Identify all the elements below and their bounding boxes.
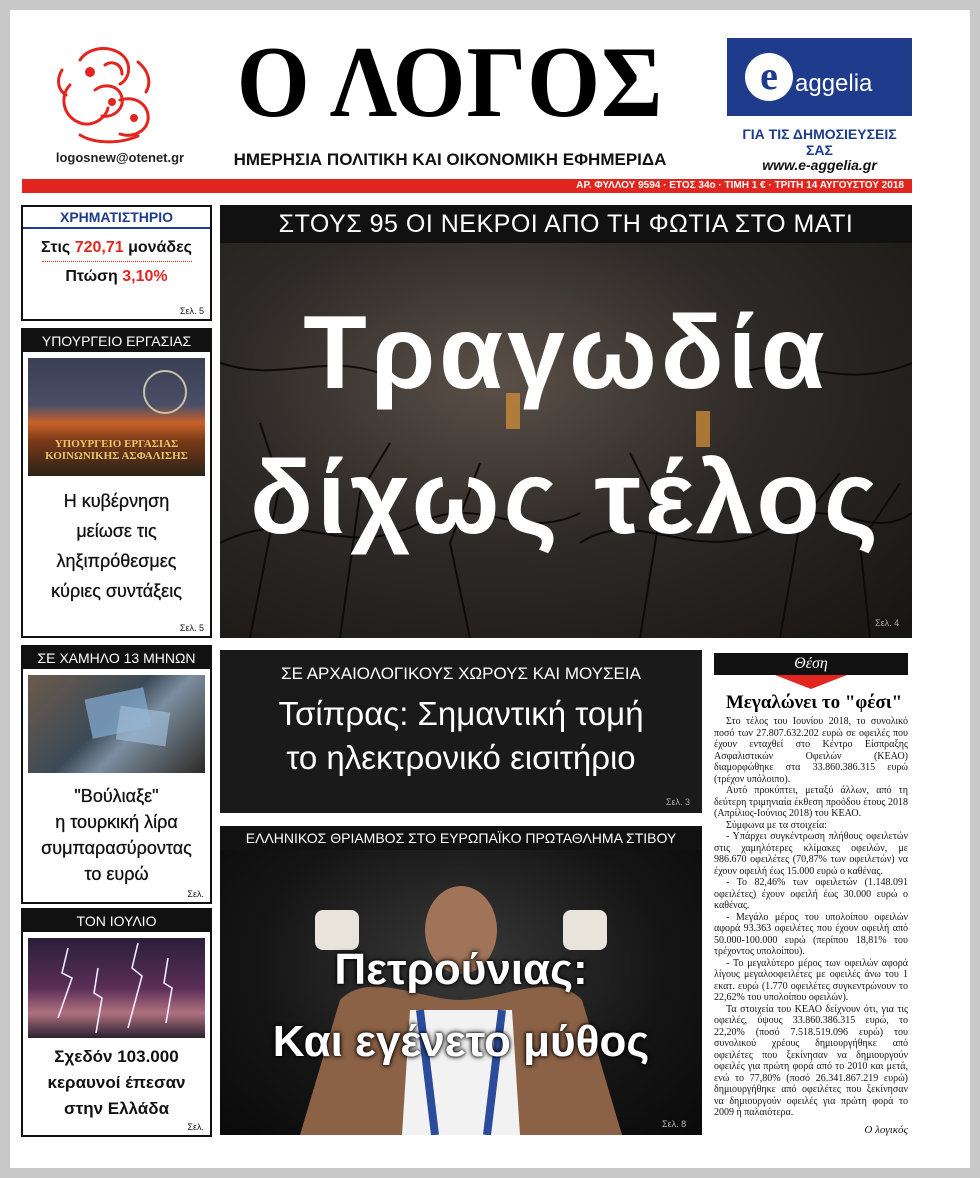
editorial-header: Θέση — [714, 653, 908, 675]
lightning-headline-line-2: κεραυνοί έπεσαν — [47, 1073, 186, 1092]
labor-headline-line-2: μείωσε τις — [76, 521, 157, 541]
stock-drop-value: 3,10% — [122, 268, 168, 285]
ministry-sign-line-2: ΚΟΙΝΩΝΙΚΗΣ ΑΣΦΑΛΙΣΗΣ — [45, 450, 188, 462]
e-aggelia-logo-icon: e — [745, 53, 793, 101]
main-page-ref: Σελ. 4 — [875, 618, 900, 628]
labor-ministry-header: ΥΠΟΥΡΓΕΙΟ ΕΡΓΑΣΙΑΣ — [23, 330, 210, 352]
labor-headline-line-1: Η κυβέρνηση — [63, 491, 170, 511]
main-headline-line-1[interactable]: Τραγωδία — [303, 295, 829, 411]
stock-index-value: 720,71 — [74, 239, 124, 256]
issue-info-bar — [22, 179, 912, 193]
stock-page-ref: Σελ. 5 — [179, 306, 204, 316]
labor-ministry-headline — [23, 476, 210, 606]
stock-index-line — [23, 229, 210, 257]
labor-page-ref: Σελ. 5 — [179, 623, 204, 633]
lira-headline-line-2: η τουρκική λίρα — [55, 812, 178, 832]
editorial-paragraph: Αυτό προκύπτει, μεταξύ άλλων, από τη δεύτερη τριμηνιαία έκθεση προόδου έτους 2018 (Απρίλιος-Ιούνιος 2018) του ΚΕΑΟ. — [714, 785, 908, 819]
editorial-signature: Ο λογικός — [864, 1124, 908, 1136]
newspaper-title: Ο ΛΟΓΟΣ — [236, 26, 664, 139]
sport-story-kicker[interactable]: ΕΛΛΗΝΙΚΟΣ ΘΡΙΑΜΒΟΣ ΣΤΟ ΕΥΡΩΠΑΪΚΟ ΠΡΩΤΑΘΛΗΜΑ ΣΤΙΒΟΥ — [220, 826, 702, 850]
stock-market-header: ΧΡΗΜΑΤΙΣΤΗΡΙΟ — [23, 207, 210, 229]
ministry-sign-line-1: ΥΠΟΥΡΓΕΙΟ ΕΡΓΑΣΙΑΣ — [54, 438, 179, 450]
editorial-paragraph: - Υπάρχει συγκέντρωση πλήθους οφειλετών στις χαμηλότερες κλίμακες οφειλών, με 986.670 οφειλέτες (70,87% των οφειλετών) να έχουν οφειλή έως 15.000 ευρώ ο καθένας. — [714, 831, 908, 877]
stock-drop-line — [23, 262, 210, 286]
sport-page-ref: Σελ. 8 — [662, 1119, 687, 1129]
turkish-lira-photo — [28, 675, 205, 773]
lightning-photo — [28, 938, 205, 1038]
tsipras-headline — [220, 692, 702, 780]
ministry-sign — [28, 438, 205, 462]
stock-index-suffix: μονάδες — [123, 239, 192, 256]
sport-headline-line-2[interactable]: Και εγένετο μύθος — [272, 1017, 650, 1066]
editorial-paragraph: Τα στοιχεία του ΚΕΑΟ δείχνουν ότι, για τις οφειλές, ύψους 33.860.386.315 ευρώ, το 22,20% (ποσό 7.518.519.096 ευρώ) του συνολικού χρέους δημιουργήθηκε από οφειλέτες που ξεκίνησαν να δημιουργούν οφειλές για πρώτη φορά από το 2010 και μετά, ενώ το 77,80% (ποσό 26.341.867.219 ευρώ) δημιουργήθηκε από οφειλέτες που ξεκίνησαν να δημιουργούν οφειλές για πρώτη φορά το 2009 ή παλαιότερα. — [714, 1003, 908, 1118]
stock-market-box[interactable] — [21, 205, 212, 321]
lira-page-ref: Σελ. — [187, 889, 204, 899]
lira-headline-line-3: συμπαρασύροντας — [41, 838, 192, 858]
labor-headline-line-3: ληξιπρόθεσμες — [56, 551, 177, 571]
e-aggelia-logo-word: aggelia — [795, 70, 873, 97]
raised-fist-right — [563, 910, 607, 950]
newspaper-front-page — [10, 10, 970, 1168]
lira-headline-line-1: "Βούλιαξε" — [74, 786, 159, 806]
ad-url[interactable]: www.e-aggelia.gr — [762, 157, 877, 173]
editorial-arrow-icon — [775, 675, 847, 689]
turkish-lira-header: ΣΕ ΧΑΜΗΛΟ 13 ΜΗΝΩΝ — [23, 647, 210, 669]
stock-drop-prefix: Πτώση — [65, 268, 123, 285]
masthead-logo-figures — [50, 40, 165, 150]
masthead-email[interactable]: logosnew@otenet.gr — [55, 150, 185, 165]
ad-tagline: ΓΙΑ ΤΙΣ ΔΗΜΟΣΙΕΥΣΕΙΣ ΣΑΣ — [742, 126, 897, 158]
lightning-headline-line-1: Σχεδόν 103.000 — [54, 1047, 179, 1066]
editorial-body — [714, 716, 908, 1126]
tsipras-story-box[interactable] — [220, 650, 702, 813]
tsipras-headline-line-1: Τσίπρας: Σημαντική τομή — [278, 695, 644, 732]
newspaper-subtitle: ΗΜΕΡΗΣΙΑ ΠΟΛΙΤΙΚΗ ΚΑΙ ΟΙΚΟΝΟΜΙΚΗ ΕΦΗΜΕΡΙΔΑ — [233, 150, 667, 169]
lightning-header: ΤΟΝ ΙΟΥΛΙΟ — [23, 910, 210, 932]
lightning-headline-line-3: στην Ελλάδα — [63, 1099, 170, 1118]
editorial-paragraph: Σύμφωνα με τα στοιχεία: — [726, 819, 828, 831]
editorial-paragraph: Στο τέλος του Ιουνίου 2018, το συνολικό ποσό των 27.807.632.202 ευρώ σε οφειλές που έχουν ενταχθεί στο Κέντρο Είσπραξης Ασφαλιστικών Οφειλών (ΚΕΑΟ) διαμορφώθηκε στα 33.860.386.315 ευρώ (τρέχον υπόλοιπο). — [714, 716, 908, 785]
banknote-shape — [116, 706, 170, 747]
lightning-box[interactable] — [21, 908, 212, 1137]
main-headline-line-2[interactable]: δίχως τέλος — [250, 440, 882, 556]
editorial-paragraph: - Μεγάλο μέρος του υπολοίπου οφειλών αφορά 93.363 οφειλέτες που έχουν οφειλή από 50.000-100.000 ευρώ (περίπου 18,81% του τρέχοντος υπολοίπου). — [714, 911, 908, 957]
main-story-kicker[interactable]: ΣΤΟΥΣ 95 ΟΙ ΝΕΚΡΟΙ ΑΠΟ ΤΗ ΦΩΤΙΑ ΣΤΟ ΜΑΤΙ — [220, 205, 912, 243]
labor-headline-line-4: κύριες συντάξεις — [51, 581, 182, 601]
tsipras-kicker: ΣΕ ΑΡΧΑΙΟΛΟΓΙΚΟΥΣ ΧΩΡΟΥΣ ΚΑΙ ΜΟΥΣΕΙΑ — [281, 664, 641, 683]
sport-headline-line-1[interactable]: Πετρούνιας: — [334, 945, 588, 994]
lightning-page-ref: Σελ. — [187, 1122, 204, 1132]
labor-ministry-box[interactable] — [21, 328, 212, 638]
editorial-title[interactable]: Μεγαλώνει το "φέσι" — [725, 692, 903, 713]
lira-headline-line-4: το ευρώ — [84, 864, 149, 884]
editorial-paragraph: - Το 82,46% των οφειλετών (1.148.091 οφειλέτες) έχουν οφειλή έως 30.000 ευρώ ο καθένας. — [714, 877, 908, 911]
turkish-lira-headline — [23, 773, 210, 887]
labor-ministry-photo — [28, 358, 205, 476]
ministry-emblem-icon — [143, 370, 187, 414]
editorial-paragraph: - Το μεγαλύτερο μέρος των οφειλών αφορά λίγους μεγαλοοφειλέτες με οφειλές άνω του 1 εκατ. ευρώ (1.770 οφειλέτες συγκεντρώνουν το 22,62% του υπολοίπου οφειλών). — [714, 957, 908, 1003]
turkish-lira-box[interactable] — [21, 645, 212, 904]
raised-fist-left — [315, 910, 359, 950]
tsipras-headline-line-2: το ηλεκτρονικό εισιτήριο — [286, 739, 636, 776]
stock-index-prefix: Στις — [41, 239, 75, 256]
tsipras-page-ref: Σελ. 3 — [665, 797, 690, 807]
lightning-bolt-icon — [28, 938, 205, 1038]
issue-info-text: ΑΡ. ΦΥΛΛΟΥ 9594 · ΕΤΟΣ 34ο · ΤΙΜΗ 1 € · ΤΡΙΤΗ 14 ΑΥΓΟΥΣΤΟΥ 2018 — [576, 180, 904, 191]
lightning-headline — [23, 1038, 210, 1122]
